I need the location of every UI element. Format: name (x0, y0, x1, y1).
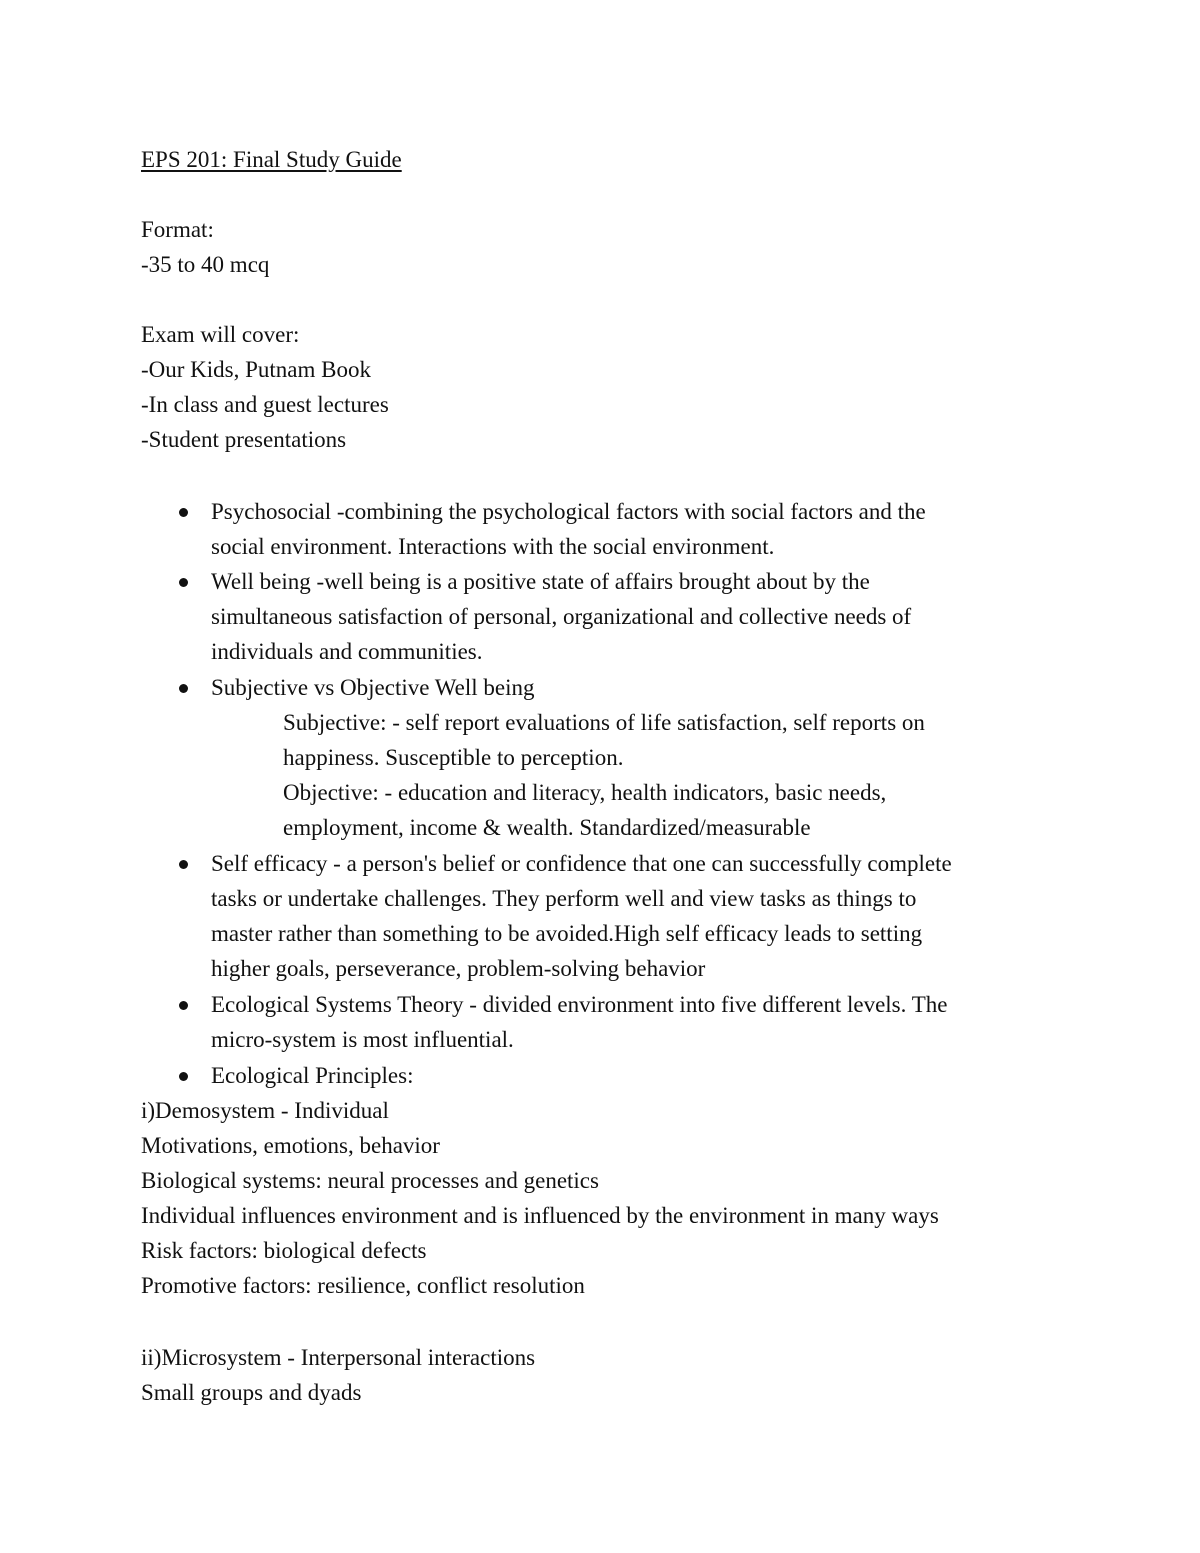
bullet-subjective-objective-line: Subjective vs Objective Well being (211, 675, 535, 700)
subjective-definition-line: Subjective: - self report evaluations of life satisfaction, self reports on (283, 710, 925, 735)
format-item: -35 to 40 mcq (141, 252, 270, 277)
bullet-ecological-systems-line: Ecological Systems Theory - divided environment into five different levels. The (211, 992, 948, 1017)
cover-item: -In class and guest lectures (141, 392, 389, 417)
bullet-self-efficacy-line: higher goals, perseverance, problem-solving behavior (211, 956, 706, 981)
cover-item: -Student presentations (141, 427, 347, 452)
demosystem-heading: i)Demosystem - Individual (141, 1098, 389, 1123)
bullet-self-efficacy-line: Self efficacy - a person's belief or confidence that one can successfully complete (211, 851, 952, 876)
bullet-self-efficacy-line: tasks or undertake challenges. They perform well and view tasks as things to (211, 886, 917, 911)
bullet-dot (179, 1001, 188, 1010)
bullet-dot (179, 508, 188, 517)
bullet-dot (179, 860, 188, 869)
bullet-dot (179, 684, 188, 693)
bullet-ecological-principles-line: Ecological Principles: (211, 1063, 414, 1088)
objective-definition-line: employment, income & wealth. Standardized/measurable (283, 815, 811, 840)
cover-item: -Our Kids, Putnam Book (141, 357, 371, 382)
cover-heading: Exam will cover: (141, 322, 300, 347)
bullet-dot (179, 578, 188, 587)
demosystem-line: Biological systems: neural processes and genetics (141, 1168, 599, 1193)
bullet-psychosocial-line: social environment. Interactions with the social environment. (211, 534, 775, 559)
demosystem-line: Motivations, emotions, behavior (141, 1133, 440, 1158)
bullet-well-being-line: individuals and communities. (211, 639, 483, 664)
bullet-psychosocial-line: Psychosocial -combining the psychological factors with social factors and the (211, 499, 926, 524)
demosystem-line: Promotive factors: resilience, conflict resolution (141, 1273, 585, 1298)
bullet-well-being-line: simultaneous satisfaction of personal, organizational and collective needs of (211, 604, 912, 629)
document-title: EPS 201: Final Study Guide (141, 147, 402, 172)
microsystem-heading: ii)Microsystem - Interpersonal interactions (141, 1345, 536, 1370)
format-heading: Format: (141, 217, 214, 242)
bullet-dot (179, 1072, 188, 1081)
demosystem-line: Individual influences environment and is influenced by the environment in many ways (141, 1203, 939, 1228)
subjective-definition-line: happiness. Susceptible to perception. (283, 745, 624, 770)
objective-definition-line: Objective: - education and literacy, health indicators, basic needs, (283, 780, 887, 805)
bullet-ecological-systems-line: micro-system is most influential. (211, 1027, 514, 1052)
demosystem-line: Risk factors: biological defects (141, 1238, 427, 1263)
bullet-self-efficacy-line: master rather than something to be avoided.High self efficacy leads to setting (211, 921, 923, 946)
microsystem-line: Small groups and dyads (141, 1380, 362, 1405)
bullet-well-being-line: Well being -well being is a positive state of affairs brought about by the (211, 569, 870, 594)
